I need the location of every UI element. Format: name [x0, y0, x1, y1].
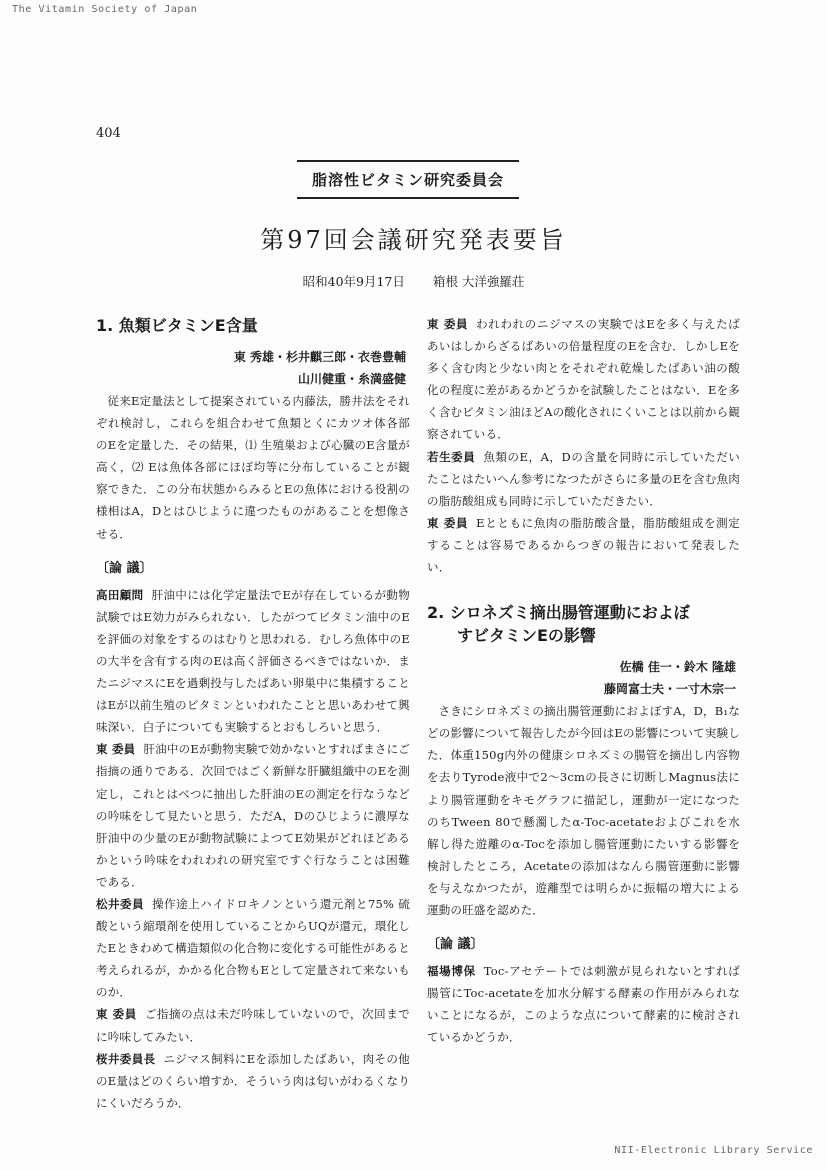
- remark-text: Toc-アセテートでは刺激が見られないとすれば腸管にToc-acetateを加水分解する酵素の作用がみられないことになるが，このような点について酵素的に検討されているかどうか．: [427, 964, 740, 1045]
- section2-title-line: すビタミンEの影響: [457, 626, 596, 646]
- speaker-name: 桜井委員長: [96, 1051, 156, 1066]
- author-line: 東 秀雄・杉井麒三郎・衣巻豊輔: [233, 350, 406, 364]
- left-column: [96, 313, 410, 1114]
- section1-abstract: 従来E定量法として提案されている内藤法，勝井法をそれぞれ検討し，これらを組合わせて魚類とくにカツオ体各部のEを定量した．その結果，⑴ 生殖巣および心臓のE含量が高く，⑵ Eは魚体各部にほぼ均等に分布していることが観察できた．この分布状態からみるとEの魚体における役割の様相はA，Dとはひじように違つたものがあることを想像させる．: [96, 394, 410, 541]
- right-column: [427, 313, 740, 1048]
- source-watermark: The Vitamin Society of Japan: [12, 4, 198, 15]
- remark-text: 操作途上ハイドロキノンという還元剤と75% 硫酸という縮環剤を使用していることからUQが還元，環化したEときわめて構造類似の化合物に変化する可能性があると考えられるが，かかる化合物もEとして定量されて来ないものか．: [96, 896, 410, 1000]
- discussion-entry: [96, 893, 410, 1003]
- discussion-entry: [96, 738, 410, 893]
- speaker-name: 松井委員: [96, 896, 145, 911]
- section2-discussion-heading: 〔論 議〕: [427, 937, 484, 953]
- section1-authors: [96, 346, 410, 390]
- committee-banner: [297, 160, 519, 199]
- discussion-entry: [427, 313, 740, 446]
- author-line: 藤岡富士夫・一寸木宗一: [603, 682, 736, 697]
- committee-name: 脂溶性ビタミン研究委員会: [311, 171, 504, 189]
- section1-discussion-heading: 〔論 議〕: [96, 560, 153, 576]
- meeting-info: [0, 272, 827, 290]
- section2-authors: [427, 656, 740, 700]
- section2-title: [427, 600, 740, 646]
- speaker-name: 若生委員: [427, 449, 476, 464]
- remark-text: ニジマス飼料にEを添加したばあい，肉その他のE量はどのくらい増すか．そういう肉は匂いがわるくなりにくいだろうか．: [96, 1051, 411, 1110]
- remark-text: 魚類のE，A，Dの含量を同時に示していただいたことはたいへん参考になつたがさらに多量のEを含む魚肉の脂肪酸組成も同時に示していただきたい．: [427, 449, 740, 508]
- discussion-entry: [96, 584, 410, 739]
- remark-text: 肝油中には化学定量法でEが存在しているが動物試験ではE効力がみられない．したがつてビタミン油中のEを評価の対象をするのはむりと思われる．むしろ魚体中のEの大半を含有する肉のEは高く評価さるべきではないか．またニジマスにEを過剰投与したばあい卵巣中に集積することはEが以前生殖のビタミンといわれたことと思いあわせて興味深い．白子についても実験するとおもしろいと思う．: [96, 587, 410, 735]
- speaker-name: 東 委員: [96, 1007, 137, 1022]
- author-line: 佐橋 佳一・鈴木 隆雄: [619, 660, 736, 675]
- meeting-venue: 箱根 大洋強羅荘: [432, 274, 525, 289]
- remark-text: ご指摘の点は未だ吟味していないので，次回までに吟味してみたい．: [96, 1007, 410, 1044]
- discussion-entry: [96, 1003, 410, 1047]
- discussion-entry: [96, 1048, 410, 1114]
- meeting-date: 昭和40年9月17日: [302, 274, 405, 289]
- author-line: 山川健重・糸満盛健: [297, 372, 406, 386]
- speaker-name: 高田顧問: [96, 587, 144, 602]
- discussion-entry: [427, 512, 740, 578]
- speaker-name: 福場博保: [427, 964, 476, 979]
- remark-text: われわれのニジマスの実験ではEを多く与えたばあいはしからざるばあいの倍量程度のEを含む．しかしEを多く含む肉と少ない肉とをそれぞれ乾燥したばあい油の酸化の程度に差があるかどうかを試験したことはない．Eを多く含むビタミン油ほどAの酸化されにくいことは以前から観察されている．: [427, 317, 741, 442]
- footer-service: NII-Electronic Library Service: [614, 1145, 813, 1156]
- discussion-entry: [427, 960, 740, 1048]
- page-title: 第97回会議研究発表要旨: [260, 226, 567, 254]
- page-number: 404: [96, 126, 121, 141]
- remark-text: Eとともに魚肉の脂肪酸含量，脂肪酸組成を測定することは容易であるからつぎの報告において発表したい．: [427, 515, 741, 575]
- speaker-name: 東 委員: [427, 515, 469, 530]
- remark-text: 肝油中のEが動物実験で効かないとすればまさにご指摘の通りである．次回ではごく新鮮な肝臓組織中のEを測定し，これとはべつに抽出した肝油のEの測定を行なうなどの吟味をして見たいと思う．ただA，Dのひじように濃厚な肝油中の少量のEが動物試験によつてE効果がどれほどあるかという吟味をわれわれの研究室ですぐ行なうことは困難である．: [96, 742, 410, 889]
- discussion-entry: [427, 446, 740, 512]
- section2-abstract: さきにシロネズミの摘出腸管運動におよぼすA，D，B₁などの影響について報告したが今回はEの影響について実験した．体重150g内外の健康シロネズミの腸管を摘出し内容物を去りTyrode液中で2～3cmの長さに切断しMagnus法により腸管運動をキモグラフに描記し，運動が一定になつたのちTween 80で懸濁したα-Toc-acetateおよびこれを水解し得た遊離のα-Tocを添加し腸管運動にたいする影響を検討したところ，Acetateの添加はなんら腸管運動に影響を与えなかつたが，遊離型では明らかに振幅の増大による運動の旺盛を認めた．: [427, 704, 740, 917]
- section1-title: 1. 魚類ビタミンE含量: [96, 316, 258, 335]
- speaker-name: 東 委員: [96, 742, 136, 757]
- speaker-name: 東 委員: [427, 317, 469, 331]
- section2-title-line: 2. シロネズミ摘出腸管運動におよぼ: [427, 603, 690, 623]
